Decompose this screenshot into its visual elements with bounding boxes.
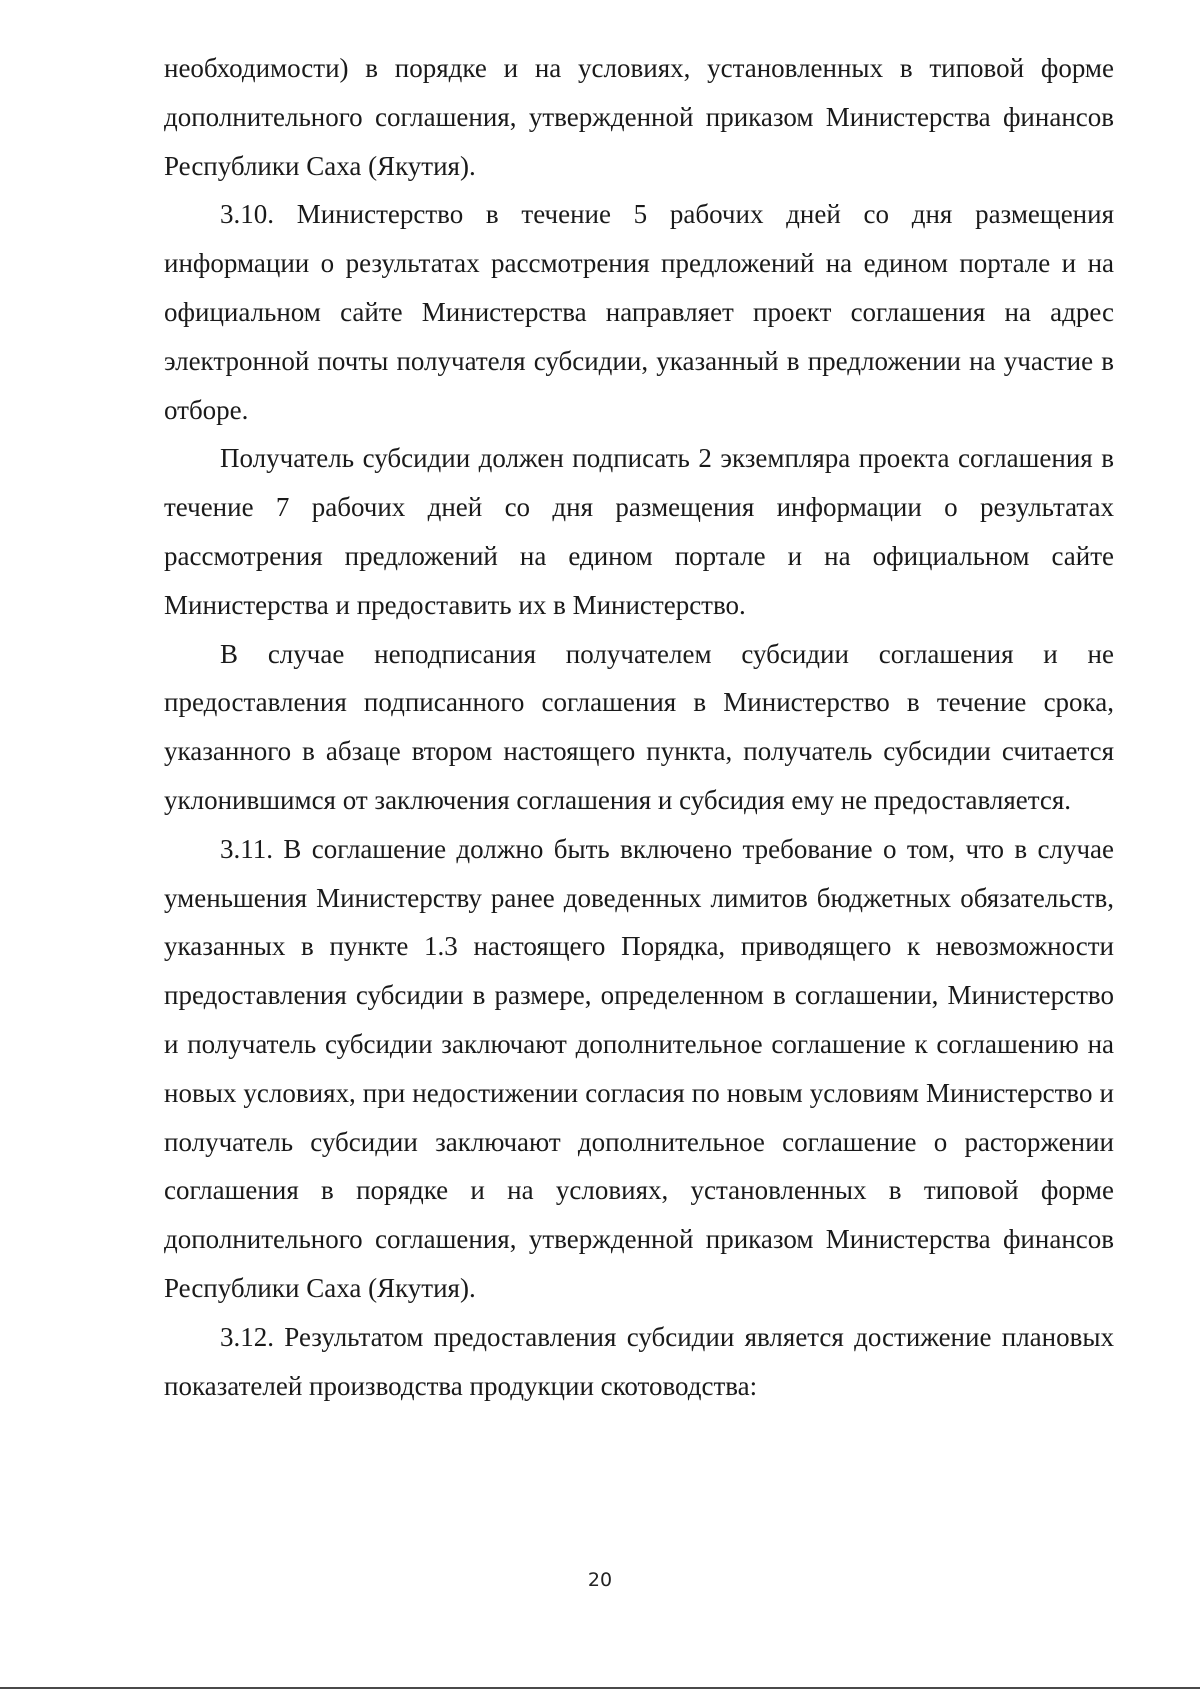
bottom-divider	[0, 1687, 1200, 1689]
document-body	[164, 44, 1114, 1410]
page-number: 20	[587, 1569, 613, 1591]
paragraph-3-11: 3.11. В соглашение должно быть включено требование о том, что в случае уменьшения Министерству ранее доведенных лимитов бюджетных обязательств, указанных в пункте 1.3 настоящего Порядка, приводящего к невозможности предоставления субсидии в размере, определенном в соглашении, Министерство и получатель субсидии заключают дополнительное соглашение к соглашению на новых условиях, при недостижении согласия по новым условиям Министерство и получатель субсидии заключают дополнительное соглашение о расторжении соглашения в порядке и на условиях, установленных в типовой форме дополнительного соглашения, утвержденной приказом Министерства финансов Республики Саха (Якутия).	[164, 833, 1114, 1303]
paragraph-3-12: 3.12. Результатом предоставления субсидии является достижение плановых показателей производства продукции скотоводства:	[164, 1321, 1114, 1401]
paragraph-continuation: необходимости) в порядке и на условиях, установленных в типовой форме дополнительного соглашения, утвержденной приказом Министерства финансов Республики Саха (Якутия).	[164, 53, 1114, 181]
paragraph-recipient-signing: Получатель субсидии должен подписать 2 экземпляра проекта соглашения в течение 7 рабочих дней со дня размещения информации о результатах рассмотрения предложений на едином портале и на официальном сайте Министерства и предоставить их в Министерство.	[164, 443, 1114, 620]
paragraph-non-signing: В случае неподписания получателем субсидии соглашения и не предоставления подписанного соглашения в Министерство в течение срока, указанного в абзаце втором настоящего пункта, получатель субсидии считается уклонившимся от заключения соглашения и субсидия ему не предоставляется.	[164, 638, 1114, 815]
paragraph-3-10: 3.10. Министерство в течение 5 рабочих дней со дня размещения информации о результатах рассмотрения предложений на едином портале и на официальном сайте Министерства направляет проект соглашения на адрес электронной почты получателя субсидии, указанный в предложении на участие в отборе.	[164, 199, 1114, 425]
